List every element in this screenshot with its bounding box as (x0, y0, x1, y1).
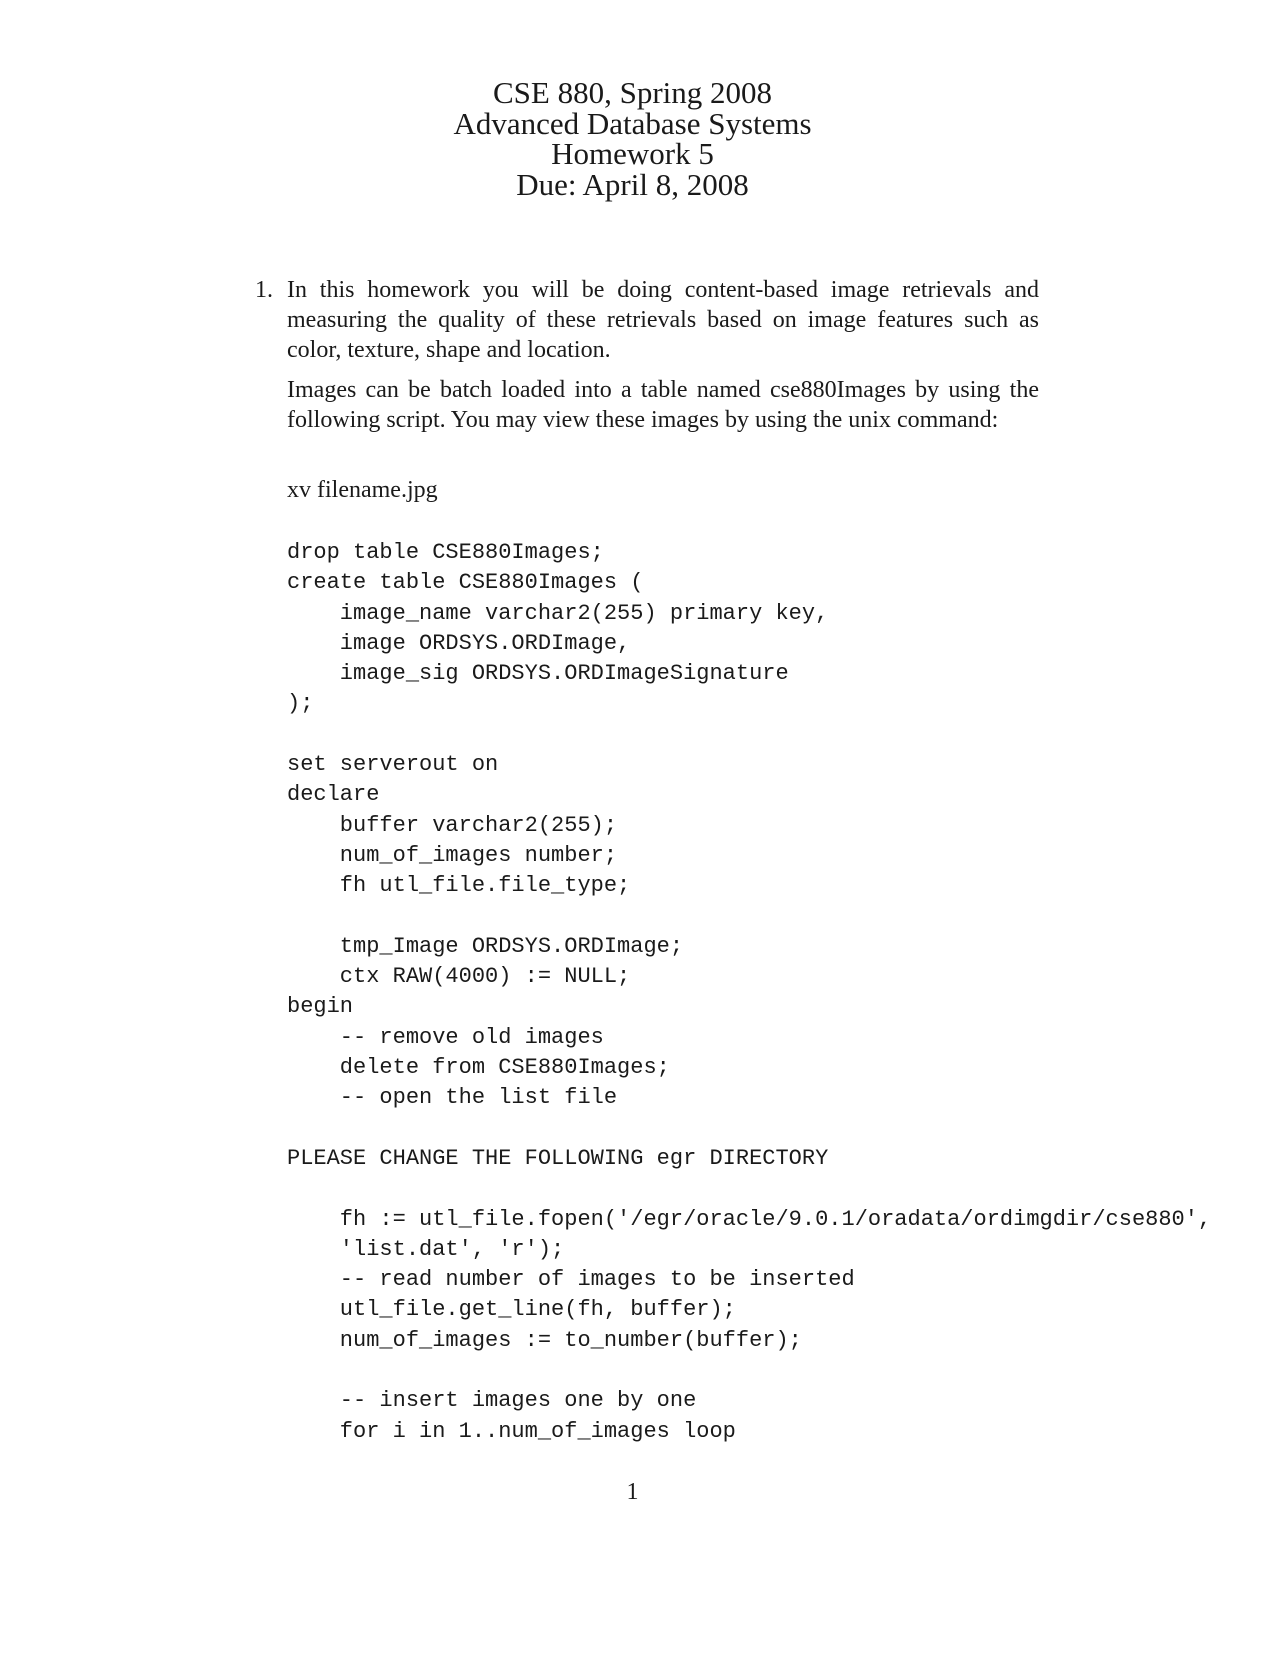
course-line: CSE 880, Spring 2008 (492, 75, 773, 110)
code-line: image ORDSYS.ORDImage, (287, 630, 631, 656)
code-line: -- remove old images (287, 1024, 604, 1050)
sql-script (287, 538, 1247, 1447)
code-line: 'list.dat', 'r'); (287, 1236, 565, 1262)
code-line: image_sig ORDSYS.ORDImageSignature (287, 661, 789, 687)
code-line: -- read number of images to be inserted (287, 1267, 855, 1293)
due-date: Due: April 8, 2008 (516, 166, 749, 202)
code-line: -- insert images one by one (287, 1388, 697, 1414)
intro-paragraph: In this homework you will be doing content-based image retrievals and measuring the quality of these retrievals based on image features such as color, texture, shape and location. (287, 277, 1039, 363)
item-number: 1. (255, 277, 273, 303)
code-line: buffer varchar2(255); (287, 812, 618, 838)
code-line: tmp_Image ORDSYS.ORDImage; (287, 933, 684, 959)
code-line: declare (287, 782, 380, 808)
code-line: num_of_images := to_number(buffer); (287, 1327, 802, 1353)
view-command: xv filename.jpg (287, 477, 438, 503)
page-number: 1 (626, 1479, 639, 1505)
code-line (287, 902, 1247, 932)
assignment-title: Homework 5 (551, 136, 714, 171)
code-line: drop table CSE880Images; (287, 540, 604, 565)
code-line (287, 720, 1247, 750)
course-title: Advanced Database Systems (453, 105, 812, 141)
code-line: image_name varchar2(255) primary key, (287, 600, 829, 626)
code-line: utl_file.get_line(fh, buffer); (287, 1297, 736, 1323)
code-line: ctx RAW(4000) := NULL; (287, 964, 631, 990)
code-line: create table CSE880Images ( (287, 570, 644, 596)
code-line: -- open the list file (287, 1085, 618, 1111)
code-line: for i in 1..num_of_images loop (287, 1418, 736, 1444)
code-line: ); (287, 691, 314, 717)
code-line: delete from CSE880Images; (287, 1055, 670, 1081)
code-line (287, 1356, 1247, 1386)
code-line: num_of_images number; (287, 842, 618, 868)
code-line: fh := utl_file.fopen('/egr/oracle/9.0.1/oradata/ordimgdir/cse880', (287, 1206, 1212, 1232)
code-line: set serverout on (287, 752, 499, 778)
loading-paragraph: Images can be batch loaded into a table named cse880Images by using the following script. You may view these images by using the unix command: (287, 377, 1039, 433)
code-line: PLEASE CHANGE THE FOLLOWING egr DIRECTORY (287, 1145, 829, 1171)
code-line: begin (287, 994, 354, 1020)
document-header (0, 75, 1265, 202)
code-line (287, 1174, 1247, 1204)
code-line: fh utl_file.file_type; (287, 873, 631, 899)
code-line (287, 1114, 1247, 1144)
